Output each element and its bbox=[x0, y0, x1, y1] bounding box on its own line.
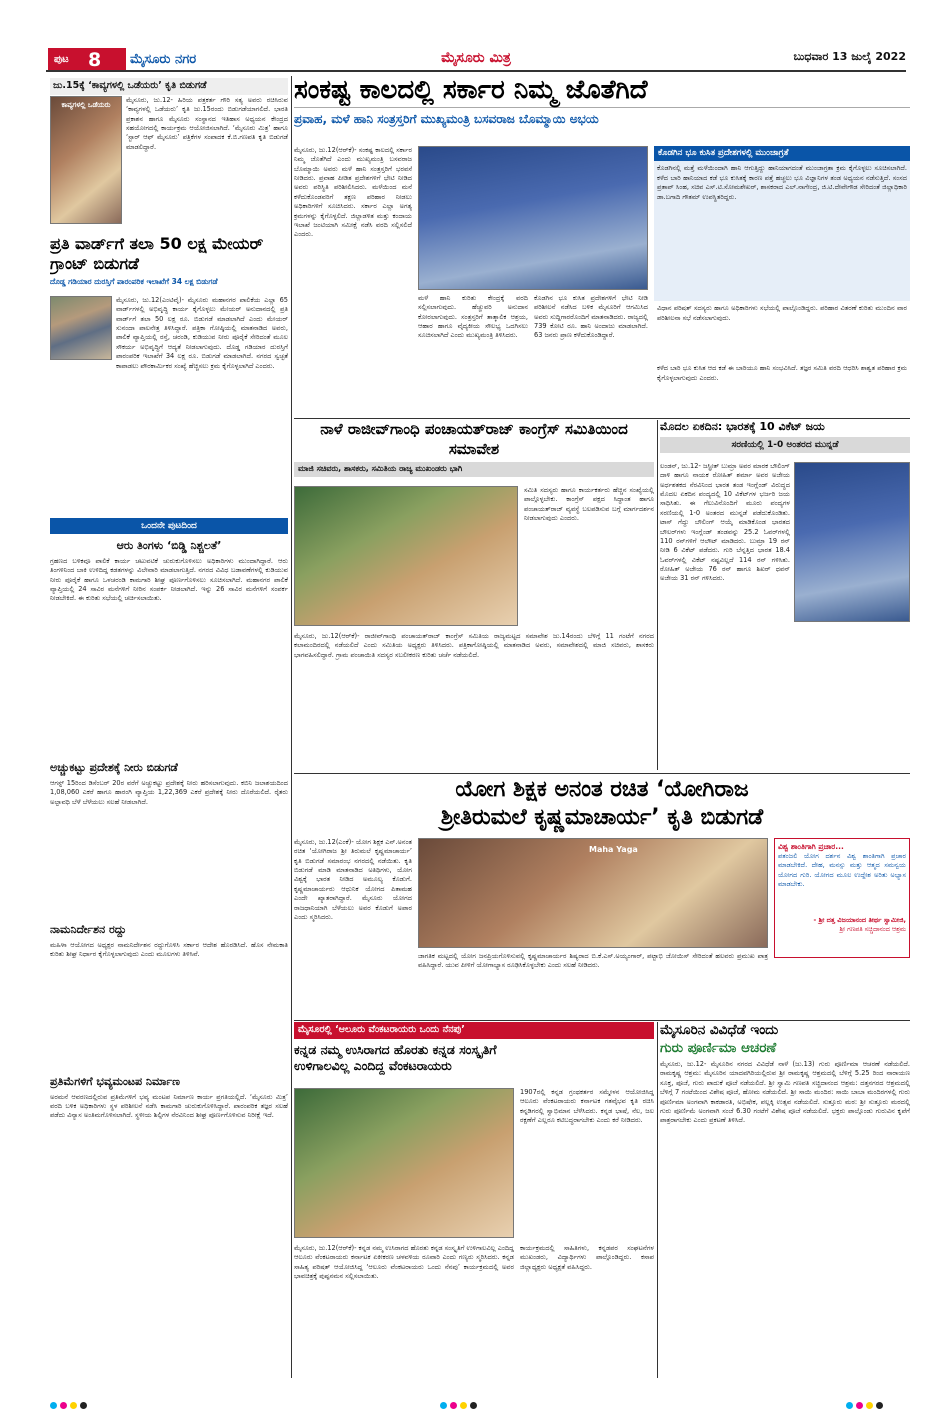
guru-headline-2: ಗುರು ಪೂರ್ಣಿಮಾ ಆಚರಣೆ bbox=[660, 1039, 777, 1056]
story4-headline: ಪ್ರತಿಮೆಗಳಿಗೆ ಭವ್ಯಮಂಟಪ ನಿರ್ಮಾಣ bbox=[50, 1074, 180, 1088]
page-label: ಪುಟ bbox=[54, 54, 69, 65]
congress-subhead: ಮಾಜಿ ಸಚಿವರು, ಶಾಸಕರು, ಸಮಿತಿಯ ರಾಜ್ಯ ಮುಖಂಡರು ಭಾಗಿ bbox=[294, 462, 654, 477]
book-headline: ಜು.15ಕ್ಕೆ ‘ಕಾವ್ಯಗಳಲ್ಲಿ ಒಡೆಯರು’ ಕೃತಿ ಬಿಡುಗಡೆ bbox=[50, 78, 288, 95]
yoga-quote: ಪತಂಜಲಿ ಯೋಗ ದರ್ಶನ ವಿಶ್ವ ಶಾಂತಿಗಾಗಿ ಪ್ರಚಾರ ಮಾಡಬೇಕಿದೆ. ದೇಹ, ಮನಸ್ಸು ಮತ್ತು ಆತ್ಮದ ಸಮನ್ವಯ ಯೋಗದ ಗುರಿ. ಯೋಗದ ಮೂಲ ಉದ್ದೇಶ ಅರಿತು ಅಭ್ಯಾಸ ಮಾಡಬೇಕು. bbox=[778, 852, 906, 889]
yoga-headline-2: ಶ್ರೀತಿರುಮಲೆ ಕೃಷ್ಣಮಾಚಾರ್ಯ’ ಕೃತಿ ಬಿಡುಗಡೆ bbox=[440, 804, 764, 830]
alur-body2: 1907ರಲ್ಲಿ ಕನ್ನಡ ಗ್ರಂಥಕರ್ತರ ಸಮ್ಮೇಳನ ಆಯೋಜಿಸಿದ್ದ ಆಲೂರು ವೆಂಕಟರಾಯರು ಕರ್ನಾಟಕ ಗತವೈಭವ ಕೃತಿ ರಚಿಸಿ ಕನ್ನಡಿಗರಲ್ಲಿ ಸ್ವಾಭಿಮಾನ ಬೆಳೆಸಿದರು. ಕನ್ನಡ ಭಾಷೆ, ನೆಲ, ಜಲ ರಕ್ಷಣೆಗೆ ಎಲ್ಲರೂ ಕಟಿಬದ್ಧರಾಗಬೇಕು ಎಂದು ಕರೆ ನೀಡಿದರು. bbox=[520, 1088, 654, 1125]
alur-body: ಮೈಸೂರು, ಜು.12(ಆರ್‌ಕೆ)- ಕನ್ನಡ ನಮ್ಮ ಉಸಿರಾಗದ ಹೊರತು ಕನ್ನಡ ಸಂಸ್ಕೃತಿಗೆ ಉಳಿಗಾಲವಿಲ್ಲ ಎಂದಿದ್ದ ಆಲೂರು ವೆಂಕಟರಾಯರು ಕರ್ನಾಟಕ ಏಕೀಕರಣ ಚಳವಳಿಯ ರೂವಾರಿ ಎಂದು ಗಣ್ಯರು ಸ್ಮರಿಸಿದರು. ಕನ್ನಡ ಸಾಹಿತ್ಯ ಪರಿಷತ್ ಆಯೋಜಿಸಿದ್ದ ‘ಆಲೂರು ವೆಂಕಟರಾಯರು ಒಂದು ನೆನಪು’ ಕಾರ್ಯಕ್ರಮದಲ್ಲಿ ಅವರ ಭಾವಚಿತ್ರಕ್ಕೆ ಪುಷ್ಪನಮನ ಸಲ್ಲಿಸಲಾಯಿತು. bbox=[294, 1244, 514, 1281]
lead-headline: ಸಂಕಷ್ಟ ಕಾಲದಲ್ಲಿ ಸರ್ಕಾರ ನಿಮ್ಮ ಜೊತೆಗಿದೆ bbox=[294, 76, 910, 108]
continued-section bbox=[50, 518, 288, 1378]
alur-tag: ಮೈಸೂರಲ್ಲಿ ‘ಆಲೂರು ವೆಂಕಟರಾಯರು ಒಂದು ನೆನಪು’ bbox=[294, 1022, 654, 1039]
lead-body-col1: ಮೈಸೂರು, ಜು.12(ಆರ್‌ಕೆ)- ಸಂಕಷ್ಟ ಕಾಲದಲ್ಲಿ ಸರ್ಕಾರ ನಿಮ್ಮ ಜೊತೆಗಿದೆ ಎಂದು ಮುಖ್ಯಮಂತ್ರಿ ಬಸವರಾಜ ಬೊಮ್ಮಾಯಿ ಅವರು ಮಳೆ ಹಾನಿ ಸಂತ್ರಸ್ತರಿಗೆ ಭರವಸೆ ನೀಡಿದರು. ಪ್ರವಾಹ ಪೀಡಿತ ಪ್ರದೇಶಗಳಿಗೆ ಭೇಟಿ ನೀಡಿದ ಅವರು ಪರಿಸ್ಥಿತಿ ಪರಿಶೀಲಿಸಿದರು. ಮಳೆಯಿಂದ ಮನೆ ಕಳೆದುಕೊಂಡವರಿಗೆ ತಕ್ಷಣ ಪರಿಹಾರ ನೀಡಲು ಅಧಿಕಾರಿಗಳಿಗೆ ಸೂಚಿಸಿದರು. ಸರ್ಕಾರ ಎಲ್ಲಾ ಅಗತ್ಯ ಕ್ರಮಗಳನ್ನು ಕೈಗೊಳ್ಳಲಿದೆ. ಜಿಲ್ಲಾಡಳಿತ ಮತ್ತು ಕಂದಾಯ ಇಲಾಖೆ ಜಂಟಿಯಾಗಿ ಸಮೀಕ್ಷೆ ನಡೆಸಿ ವರದಿ ಸಲ್ಲಿಸಲಿದೆ ಎಂದರು. bbox=[294, 146, 412, 239]
column-rule bbox=[294, 1020, 910, 1021]
cricket-subhead: ಸರಣಿಯಲ್ಲಿ 1-0 ಅಂತರದ ಮುನ್ನಡೆ bbox=[660, 437, 910, 453]
alur-body3: ಕಾರ್ಯಕ್ರಮದಲ್ಲಿ ಸಾಹಿತಿಗಳು, ಕನ್ನಡಪರ ಸಂಘಟನೆಗಳ ಮುಖಂಡರು, ವಿದ್ಯಾರ್ಥಿಗಳು ಪಾಲ್ಗೊಂಡಿದ್ದರು. ಕಸಾಪ ಜಿಲ್ಲಾಧ್ಯಕ್ಷರು ಅಧ್ಯಕ್ಷತೆ ವಹಿಸಿದ್ದರು. bbox=[520, 1244, 654, 1271]
alur-story bbox=[294, 1022, 654, 1378]
kodagu-heading: ಕೊಡಗಿನ ಭೂ ಕುಸಿತ ಪ್ರದೇಶಗಳಲ್ಲಿ ಮುಂಜಾಗ್ರತೆ bbox=[654, 146, 910, 161]
column-rule bbox=[657, 1022, 658, 1378]
story2-body: ಆಗಸ್ಟ್ 15ರಿಂದ ಡಿಸೆಂಬರ್ 20ರ ವರೆಗೆ ಅಚ್ಚುಕಟ್ಟು ಪ್ರದೇಶಕ್ಕೆ ನೀರು ಹರಿಸಲಾಗುವುದು. ಕಬಿನಿ ಜಲಾಶಯದಿಂದ 1,08,060 ಎಕರೆ ಹಾಗೂ ಹಾರಂಗಿ ವ್ಯಾಪ್ತಿಯ 1,22,369 ಎಕರೆ ಪ್ರದೇಶಕ್ಕೆ ನೀರು ದೊರೆಯಲಿದೆ. ರೈತರು ಅಲ್ಪಾವಧಿ ಬೆಳೆ ಬೆಳೆಯಲು ಸಲಹೆ ನೀಡಲಾಗಿದೆ. bbox=[50, 778, 288, 806]
book-body: ಮೈಸೂರು, ಜು.12- ಹಿರಿಯ ಪತ್ರಕರ್ತ ಗೌರಿ ಸತ್ಯ ಅವರು ರಚಿಸಿರುವ ‘ಕಾವ್ಯಗಳಲ್ಲಿ ಒಡೆಯರು’ ಕೃತಿ ಜು.15ರಂದು ಬಿಡುಗಡೆಯಾಗಲಿದೆ. ಭಾರತಿ ಪ್ರಕಾಶನ ಹಾಗೂ ಮೈಸೂರು ಸಂಸ್ಥಾನದ ಇತಿಹಾಸ ಅಧ್ಯಯನ ಕೇಂದ್ರದ ಸಹಯೋಗದಲ್ಲಿ ಕಾರ್ಯಕ್ರಮ ಆಯೋಜಿಸಲಾಗಿದೆ. ‘ಮೈಸೂರು ಮಿತ್ರ’ ಹಾಗೂ ‘ಸ್ಟಾರ್ ಆಫ್ ಮೈಸೂರು’ ಪತ್ರಿಕೆಗಳ ಸಂಪಾದಕ ಕೆ.ಬಿ.ಗಣಪತಿ ಕೃತಿ ಬಿಡುಗಡೆ ಮಾಡಲಿದ್ದಾರೆ. bbox=[126, 96, 288, 151]
yoga-story bbox=[294, 776, 910, 1020]
yoga-body2: ಜಾಗತಿಕ ಮಟ್ಟದಲ್ಲಿ ಯೋಗ ಜನಪ್ರಿಯಗೊಳಿಸುವಲ್ಲಿ ಕೃಷ್ಣಮಾಚಾರ್ಯರ ಶಿಷ್ಯರಾದ ಬಿ.ಕೆ.ಎಸ್.ಅಯ್ಯಂಗಾರ್, ಪಟ್ಟಾಭಿ ಜೋಯಿಸ್ ಸೇರಿದಂತೆ ಹಲವರು ಪ್ರಮುಖ ಪಾತ್ರ ವಹಿಸಿದ್ದಾರೆ. ಯುವ ಪೀಳಿಗೆ ಯೋಗಾಭ್ಯಾಸ ರೂಢಿಸಿಕೊಳ್ಳಬೇಕು ಎಂದು ಸಲಹೆ ನೀಡಿದರು. bbox=[418, 952, 768, 970]
yoga-headline-1: ಯೋಗ ಶಿಕ್ಷಕ ಅನಂತ ರಚಿತ ‘ಯೋಗಿರಾಜ bbox=[455, 777, 749, 802]
yoga-body: ಮೈಸೂರು, ಜು.12(ಎಂಕೆ)- ಯೋಗ ಶಿಕ್ಷಕ ಎನ್.ಅನಂತ ರಚಿತ ‘ಯೋಗಿರಾಜ ಶ್ರೀ ತಿರುಮಲೆ ಕೃಷ್ಣಮಾಚಾರ್ಯ’ ಕೃತಿ ಬಿಡುಗಡೆ ಸಮಾರಂಭ ನಗರದಲ್ಲಿ ನಡೆಯಿತು. ಕೃತಿ ಬಿಡುಗಡೆ ಮಾಡಿ ಮಾತನಾಡಿದ ಅತಿಥಿಗಳು, ಯೋಗ ವಿಶ್ವಕ್ಕೆ ಭಾರತ ನೀಡಿದ ಅಮೂಲ್ಯ ಕೊಡುಗೆ. ಕೃಷ್ಣಮಾಚಾರ್ಯರು ಆಧುನಿಕ ಯೋಗದ ಪಿತಾಮಹ ಎಂದೇ ಖ್ಯಾತರಾಗಿದ್ದಾರೆ. ಮೈಸೂರು ಯೋಗದ ರಾಜಧಾನಿಯಾಗಿ ಬೆಳೆಯಲು ಅವರ ಕೊಡುಗೆ ಅಪಾರ ಎಂದು ಸ್ಮರಿಸಿದರು. bbox=[294, 838, 412, 921]
story2-headline: ಅಚ್ಚುಕಟ್ಟು ಪ್ರದೇಶಕ್ಕೆ ನೀರು ಬಿಡುಗಡೆ bbox=[50, 760, 178, 774]
yoga-quote-org: ಶ್ರೀ ಗಣಪತಿ ಸಚ್ಚಿದಾನಂದ ಆಶ್ರಮ bbox=[839, 925, 906, 934]
kodagu-body2: ವಿಧಾನ ಪರಿಷತ್ ಸದಸ್ಯರು ಹಾಗೂ ಅಧಿಕಾರಿಗಳು ಸಭೆಯಲ್ಲಿ ಪಾಲ್ಗೊಂಡಿದ್ದರು. ಪರಿಹಾರ ವಿತರಣೆ ಕುರಿತು ಮುಂದಿನ ವಾರ ಪರಿಶೀಲನಾ ಸಭೆ ನಡೆಸಲಾಗುವುದು. bbox=[657, 304, 907, 322]
kodagu-box bbox=[654, 146, 910, 416]
congress-body: ಮೈಸೂರು, ಜು.12(ಆರ್‌ಕೆ)- ರಾಜೀವ್‌ಗಾಂಧಿ ಪಂಚಾಯತ್‌ರಾಜ್ ಕಾಂಗ್ರೆಸ್ ಸಮಿತಿಯ ರಾಜ್ಯಮಟ್ಟದ ಸಮಾವೇಶ ಜು.14ರಂದು ಬೆಳಿಗ್ಗೆ 11 ಗಂಟೆಗೆ ನಗರದ ಕಲಾಮಂದಿರದಲ್ಲಿ ನಡೆಯಲಿದೆ ಎಂದು ಸಮಿತಿಯ ಅಧ್ಯಕ್ಷರು ತಿಳಿಸಿದರು. ಪತ್ರಿಕಾಗೋಷ್ಠಿಯಲ್ಲಿ ಮಾತನಾಡಿದ ಅವರು, ಸಮಾವೇಶದಲ್ಲಿ ಮಾಜಿ ಸಚಿವರು, ಶಾಸಕರು ಭಾಗವಹಿಸಲಿದ್ದಾರೆ. ಗ್ರಾಮ ಪಂಚಾಯಿತಿ ಸದಸ್ಯರ ಸಬಲೀಕರಣ ಕುರಿತು ಚರ್ಚೆ ನಡೆಯಲಿದೆ. bbox=[294, 632, 654, 659]
lead-subhead: ಪ್ರವಾಹ, ಮಳೆ ಹಾನಿ ಸಂತ್ರಸ್ತರಿಗೆ ಮುಖ್ಯಮಂತ್ರಿ ಬಸವರಾಜ ಬೊಮ್ಮಾಯಿ ಅಭಯ bbox=[294, 111, 599, 126]
story1-headline: ಆರು ತಿಂಗಳು ‘ಬಿಡ್ಡಿ ನಿಶ್ಚಲತೆ’ bbox=[116, 539, 222, 553]
yoga-quote-heading: ವಿಶ್ವ ಶಾಂತಿಗಾಗಿ ಪ್ರಚಾರ... bbox=[778, 842, 844, 851]
lead-story bbox=[294, 76, 910, 416]
cricket-photo bbox=[794, 462, 910, 622]
ward-body: ಮೈಸೂರು, ಜು.12(ಎಂಟಿವೈ)- ಮೈಸೂರು ಮಹಾನಗರ ಪಾಲಿಕೆಯ ಎಲ್ಲಾ 65 ವಾರ್ಡ್‌ಗಳಲ್ಲಿ ಅಭಿವೃದ್ಧಿ ಕಾರ್ಯ ಕೈಗೊಳ್ಳಲು ಮೇಯರ್ ಅನುದಾನದಲ್ಲಿ ಪ್ರತಿ ವಾರ್ಡ್‌ಗೆ ತಲಾ 50 ಲಕ್ಷ ರೂ. ಬಿಡುಗಡೆ ಮಾಡಲಾಗಿದೆ ಎಂದು ಮೇಯರ್ ಸುನಂದಾ ಪಾಲನೇತ್ರ ತಿಳಿಸಿದ್ದಾರೆ. ಪತ್ರಿಕಾ ಗೋಷ್ಠಿಯಲ್ಲಿ ಮಾತನಾಡಿದ ಅವರು, ಪಾಲಿಕೆ ವ್ಯಾಪ್ತಿಯಲ್ಲಿ ರಸ್ತೆ, ಚರಂಡಿ, ಕುಡಿಯುವ ನೀರು ಪೂರೈಕೆ ಸೇರಿದಂತೆ ಮೂಲ ಸೌಕರ್ಯ ಅಭಿವೃದ್ಧಿಗೆ ಆದ್ಯತೆ ನೀಡಲಾಗುವುದು. ದೊಡ್ಡ ಗಡಿಯಾರ ದುರಸ್ತಿಗೆ ಪಾರಂಪರಿಕ ಇಲಾಖೆಗೆ 34 ಲಕ್ಷ ರೂ. ಬಿಡುಗಡೆ ಮಾಡಲಾಗಿದೆ. ನಗರದ ಸ್ವಚ್ಛತೆ ಕಾಪಾಡಲು ಪೌರಕಾರ್ಮಿಕರ ಸಂಖ್ಯೆ ಹೆಚ್ಚಿಸಲು ಕ್ರಮ ಕೈಗೊಳ್ಳಲಾಗಿದೆ ಎಂದರು. bbox=[116, 296, 288, 370]
yoga-quote-box bbox=[774, 838, 910, 958]
page-number-box bbox=[48, 48, 126, 70]
story3-body: ಮಹಿಳಾ ಆಯೋಗದ ಅಧ್ಯಕ್ಷರ ನಾಮನಿರ್ದೇಶನ ರದ್ದುಗೊಳಿಸಿ ಸರ್ಕಾರ ಆದೇಶ ಹೊರಡಿಸಿದೆ. ಹೊಸ ನೇಮಕಾತಿ ಕುರಿತು ಶೀಘ್ರ ನಿರ್ಧಾರ ಕೈಗೊಳ್ಳಲಾಗುವುದು ಎಂದು ಮೂಲಗಳು ತಿಳಿಸಿವೆ. bbox=[50, 940, 288, 959]
cricket-headline: ಮೊದಲ ಏಕದಿನ: ಭಾರತಕ್ಕೆ 10 ವಿಕೆಟ್ ಜಯ bbox=[660, 420, 825, 433]
story4-body: ಅರಮನೆ ಆವರಣದಲ್ಲಿರುವ ಪ್ರತಿಮೆಗಳಿಗೆ ಭವ್ಯ ಮಂಟಪ ನಿರ್ಮಾಣ ಕಾರ್ಯ ಪ್ರಗತಿಯಲ್ಲಿದೆ. ‘ಮೈಸೂರು ಮಿತ್ರ’ ವರದಿ ಬಳಿಕ ಅಧಿಕಾರಿಗಳು ಸ್ಥಳ ಪರಿಶೀಲನೆ ನಡೆಸಿ ಕಾಮಗಾರಿ ಚುರುಕುಗೊಳಿಸಿದ್ದಾರೆ. ಪಾರಂಪರಿಕ ತಜ್ಞರ ಸಲಹೆ ಪಡೆದು ವಿನ್ಯಾಸ ಅಂತಿಮಗೊಳಿಸಲಾಗಿದೆ. ಸ್ಥಳೀಯ ಶಿಲ್ಪಿಗಳ ನೆರವಿನಿಂದ ಶೀಘ್ರ ಪೂರ್ಣಗೊಳಿಸುವ ನಿರೀಕ್ಷೆ ಇದೆ. bbox=[50, 1092, 288, 1120]
book-story bbox=[50, 78, 288, 228]
continued-heading: ಒಂದನೇ ಪುಟದಿಂದ bbox=[50, 518, 288, 534]
congress-headline: ನಾಳೆ ರಾಜೀವ್‌ಗಾಂಧಿ ಪಂಚಾಯತ್‌ರಾಜ್ ಕಾಂಗ್ರೆಸ್ ಸಮಿತಿಯಿಂದ ಸಮಾವೇಶ bbox=[320, 420, 628, 458]
yoga-photo bbox=[418, 838, 768, 948]
section-name: ಮೈಸೂರು ನಗರ bbox=[130, 52, 197, 67]
registration-marks-right bbox=[846, 1402, 926, 1412]
ward-headline: ಪ್ರತಿ ವಾರ್ಡ್‌ಗೆ ತಲಾ 50 ಲಕ್ಷ ಮೇಯರ್ ಗ್ರಾಂಟ್ ಬಿಡುಗಡೆ bbox=[50, 234, 264, 273]
lead-photo bbox=[418, 146, 648, 290]
lead-body-col2: ಮಳೆ ಹಾನಿ ಕುರಿತು ಕೇಂದ್ರಕ್ಕೆ ವರದಿ ಸಲ್ಲಿಸಲಾಗುವುದು. ಹೆಚ್ಚುವರಿ ಅನುದಾನ ಕೋರಲಾಗುವುದು. ಸಂತ್ರಸ್ತರಿಗೆ ತಾತ್ಕಾಲಿಕ ಆಶ್ರಯ, ಆಹಾರ ಹಾಗೂ ವೈದ್ಯಕೀಯ ಸೌಲಭ್ಯ ಒದಗಿಸಲು ಸೂಚಿಸಲಾಗಿದೆ ಎಂದು ಮುಖ್ಯಮಂತ್ರಿ ತಿಳಿಸಿದರು. bbox=[418, 294, 528, 340]
page-number: 8 bbox=[88, 49, 102, 70]
page-header bbox=[46, 46, 906, 72]
alur-photo bbox=[294, 1088, 514, 1238]
yoga-quote-author: - ಶ್ರೀ ದತ್ತ ವಿಜಯಾನಂದ ತೀರ್ಥ ಸ್ವಾಮೀಜಿ, bbox=[813, 916, 906, 925]
congress-body2: ಸಮಿತಿ ಸದಸ್ಯರು ಹಾಗೂ ಕಾರ್ಯಕರ್ತರು ಹೆಚ್ಚಿನ ಸಂಖ್ಯೆಯಲ್ಲಿ ಪಾಲ್ಗೊಳ್ಳಬೇಕು. ಕಾಂಗ್ರೆಸ್ ಪಕ್ಷದ ಸಿದ್ಧಾಂತ ಹಾಗೂ ಪಂಚಾಯತ್‌ರಾಜ್ ವ್ಯವಸ್ಥೆ ಬಲಪಡಿಸುವ ಬಗ್ಗೆ ಮಾರ್ಗದರ್ಶನ ನೀಡಲಾಗುವುದು ಎಂದರು. bbox=[524, 486, 654, 523]
column-rule bbox=[294, 418, 910, 419]
mayor-photo bbox=[50, 296, 112, 360]
kodagu-body: ಕೊಡಗಿನಲ್ಲಿ ಮತ್ತೆ ಮಳೆಯಿಂದಾಗಿ ಹಾನಿ ಆಗುತ್ತಿದ್ದು ಹಾನಿಯಾಗದಂತೆ ಮುಂಜಾಗ್ರತಾ ಕ್ರಮ ಕೈಗೊಳ್ಳಲು ಸೂಚಿಸಲಾಗಿದೆ. ಕಳೆದ ಬಾರಿ ಹಾನಿಯಾದ ಕಡೆ ಭೂ ಕುಸಿತಕ್ಕೆ ಕಾರಣ ಪತ್ತೆ ಹಚ್ಚಲು ಭೂ ವಿಜ್ಞಾನಿಗಳ ತಂಡ ಅಧ್ಯಯನ ನಡೆಸುತ್ತಿದೆ. ಸಂಸದ ಪ್ರತಾಪ್ ಸಿಂಹ, ಸಚಿವ ಎಸ್.ಟಿ.ಸೋಮಶೇಖರ್, ಶಾಸಕರಾದ ಎಲ್.ನಾಗೇಂದ್ರ, ಜಿ.ಟಿ.ದೇವೇಗೌಡ ಸೇರಿದಂತೆ ಜಿಲ್ಲಾಧಿಕಾರಿ ಡಾ.ಬಗಾದಿ ಗೌತಮ್ ಉಪಸ್ಥಿತರಿದ್ದರು. bbox=[654, 161, 910, 301]
registration-marks-center bbox=[440, 1402, 520, 1412]
congress-story bbox=[294, 420, 654, 770]
cricket-story bbox=[660, 420, 910, 770]
guru-story bbox=[660, 1022, 910, 1378]
story3-headline: ನಾಮನಿರ್ದೇಶನ ರದ್ದು bbox=[50, 922, 127, 936]
cricket-body: ಲಂಡನ್, ಜು.12- ಜಸ್ಪ್ರೀತ್ ಬುಮ್ರಾ ಅವರ ಮಾರಕ ಬೌಲಿಂಗ್ ದಾಳಿ ಹಾಗೂ ನಾಯಕ ರೋಹಿತ್ ಶರ್ಮಾ ಅವರ ಅಜೇಯ ಅರ್ಧಶತಕದ ನೆರವಿನಿಂದ ಭಾರತ ತಂಡ ಇಂಗ್ಲೆಂಡ್ ವಿರುದ್ಧದ ಮೊದಲ ಏಕದಿನ ಪಂದ್ಯದಲ್ಲಿ 10 ವಿಕೆಟ್‌ಗಳ ಭರ್ಜರಿ ಜಯ ಸಾಧಿಸಿತು. ಈ ಗೆಲುವಿನೊಂದಿಗೆ ಮೂರು ಪಂದ್ಯಗಳ ಸರಣಿಯಲ್ಲಿ 1-0 ಅಂತರದ ಮುನ್ನಡೆ ಪಡೆದುಕೊಂಡಿತು. ಟಾಸ್ ಗೆದ್ದು ಬೌಲಿಂಗ್ ಆಯ್ಕೆ ಮಾಡಿಕೊಂಡ ಭಾರತದ ಬೌಲರ್‌ಗಳು ಇಂಗ್ಲೆಂಡ್ ತಂಡವನ್ನು 25.2 ಓವರ್‌ಗಳಲ್ಲಿ 110 ರನ್‌ಗಳಿಗೆ ಆಲೌಟ್ ಮಾಡಿದರು. ಬುಮ್ರಾ 19 ರನ್ ನೀಡಿ 6 ವಿಕೆಟ್ ಪಡೆದರು. ಗುರಿ ಬೆನ್ನತ್ತಿದ ಭಾರತ 18.4 ಓವರ್‌ಗಳಲ್ಲಿ ವಿಕೆಟ್ ನಷ್ಟವಿಲ್ಲದೆ 114 ರನ್ ಗಳಿಸಿತು. ರೋಹಿತ್ ಅಜೇಯ 76 ರನ್ ಹಾಗೂ ಶಿಖರ್ ಧವನ್ ಅಜೇಯ 31 ರನ್ ಗಳಿಸಿದರು. bbox=[660, 462, 790, 583]
masthead: ಮೈಸೂರು ಮಿತ್ರ bbox=[441, 50, 511, 66]
story1-body: ಗ್ರಹಣದ ಬಳಿಕವೂ ಪಾಲಿಕೆ ಕಾರ್ಯ ಚಟುವಟಿಕೆ ಚುರುಕುಗೊಳಿಸಲು ಅಧಿಕಾರಿಗಳು ಮುಂದಾಗಿದ್ದಾರೆ. ಆರು ತಿಂಗಳಿನಿಂದ ಬಾಕಿ ಉಳಿದಿದ್ದ ಕಡತಗಳನ್ನು ವಿಲೇವಾರಿ ಮಾಡಲಾಗುತ್ತಿದೆ. ನಗರದ ವಿವಿಧ ಬಡಾವಣೆಗಳಲ್ಲಿ ಕುಡಿಯುವ ನೀರು ಪೂರೈಕೆ ಹಾಗೂ ಒಳಚರಂಡಿ ಕಾಮಗಾರಿ ಶೀಘ್ರ ಪೂರ್ಣಗೊಳಿಸಲು ಸೂಚಿಸಲಾಗಿದೆ. ಮಹಾನಗರ ಪಾಲಿಕೆ ವ್ಯಾಪ್ತಿಯಲ್ಲಿ 24 ಸಾವಿರ ಮನೆಗಳಿಗೆ ನೀರಿನ ಸಂಪರ್ಕ ನೀಡಲಾಗಿದೆ. ಇನ್ನು 26 ಸಾವಿರ ಮನೆಗಳಿಗೆ ಸಂಪರ್ಕ ನೀಡಬೇಕಿದೆ. ಈ ಕುರಿತು ಸಭೆಯಲ್ಲಿ ಚರ್ಚಿಸಲಾಯಿತು. bbox=[50, 556, 288, 603]
registration-marks-left bbox=[50, 1402, 130, 1412]
date: ಬುಧವಾರ 13 ಜುಲೈ 2022 bbox=[793, 50, 906, 63]
alur-headline-1: ಕನ್ನಡ ನಮ್ಮ ಉಸಿರಾಗದ ಹೊರತು ಕನ್ನಡ ಸಂಸ್ಕೃತಿಗೆ bbox=[294, 1041, 497, 1057]
yoga-photo-banner: Maha Yaga bbox=[589, 845, 638, 854]
congress-photo bbox=[294, 486, 518, 626]
lead-body-col3: ಕೊಡಗಿನ ಭೂ ಕುಸಿತ ಪ್ರದೇಶಗಳಿಗೆ ಭೇಟಿ ನೀಡಿ ಪರಿಶೀಲನೆ ನಡೆಸಿದ ಬಳಿಕ ಮೈಸೂರಿಗೆ ಆಗಮಿಸಿದ ಅವರು ಸುದ್ದಿಗಾರರೊಂದಿಗೆ ಮಾತನಾಡಿದರು. ರಾಜ್ಯದಲ್ಲಿ 739 ಕೋಟಿ ರೂ. ಹಾನಿ ಅಂದಾಜು ಮಾಡಲಾಗಿದೆ. 63 ಜನರು ಪ್ರಾಣ ಕಳೆದುಕೊಂಡಿದ್ದಾರೆ. bbox=[534, 294, 648, 340]
guru-headline-1: ಮೈಸೂರಿನ ವಿವಿಧೆಡೆ ಇಂದು bbox=[660, 1022, 779, 1038]
column-rule bbox=[294, 773, 910, 774]
ward-story bbox=[50, 234, 288, 514]
column-rule bbox=[657, 420, 658, 770]
guru-body: ಮೈಸೂರು, ಜು.12- ಮೈಸೂರಿನ ನಗರದ ವಿವಿಧೆಡೆ ನಾಳೆ (ಜು.13) ಗುರು ಪೂರ್ಣಿಮಾ ಆಚರಣೆ ನಡೆಯಲಿದೆ. ರಾಮಕೃಷ್ಣ ಆಶ್ರಮ: ಮೈಸೂರಿನ ಯಾದವಗಿರಿಯಲ್ಲಿರುವ ಶ್ರೀ ರಾಮಕೃಷ್ಣ ಆಶ್ರಮದಲ್ಲಿ ಬೆಳಿಗ್ಗೆ 5.25 ರಿಂದ ನಾರಾಯಣ ಸೂಕ್ತ, ಪೂಜೆ, ಗುರು ಪಾದುಕೆ ಪೂಜೆ ನಡೆಯಲಿದೆ. ಶ್ರೀ ಸ್ವಾಮಿ ಗಣಪತಿ ಸಚ್ಚಿದಾನಂದ ಆಶ್ರಮ: ದತ್ತನಗರದ ಆಶ್ರಮದಲ್ಲಿ ಬೆಳಿಗ್ಗೆ 7 ಗಂಟೆಯಿಂದ ವಿಶೇಷ ಪೂಜೆ, ಹೋಮ ನಡೆಯಲಿದೆ. ಶ್ರೀ ಸಾಯಿ ಮಂದಿರ: ಸಾಯಿ ಬಾಬಾ ಮಂದಿರಗಳಲ್ಲಿ ಗುರು ಪೂರ್ಣಿಮಾ ಅಂಗವಾಗಿ ಕಾಕಡಾರತಿ, ಅಭಿಷೇಕ, ಪಲ್ಲಕ್ಕಿ ಉತ್ಸವ ನಡೆಯಲಿದೆ. ಸುತ್ತೂರು ಮಠ: ಶ್ರೀ ಸುತ್ತೂರು ಮಠದಲ್ಲಿ ಗುರು ಪೂರ್ಣಿಮೆ ಅಂಗವಾಗಿ ಸಂಜೆ 6.30 ಗಂಟೆಗೆ ವಿಶೇಷ ಪೂಜೆ ನಡೆಯಲಿದೆ. ಭಕ್ತರು ಪಾಲ್ಗೊಂಡು ಗುರುವಿನ ಕೃಪೆಗೆ ಪಾತ್ರರಾಗಬೇಕು ಎಂದು ಪ್ರಕಟಣೆ ತಿಳಿಸಿದೆ. bbox=[660, 1060, 910, 1125]
book-cover-title: ಕಾವ್ಯಗಳಲ್ಲಿ ಒಡೆಯರು bbox=[61, 101, 111, 109]
ward-subhead: ದೊಡ್ಡ ಗಡಿಯಾರ ದುರಸ್ತಿಗೆ ಪಾರಂಪರಿಕ ಇಲಾಖೆಗೆ 34 ಲಕ್ಷ ಬಿಡುಗಡೆ bbox=[50, 277, 218, 286]
lead-body-col4: ಕಳೆದ ಬಾರಿ ಭೂ ಕುಸಿತ ಆದ ಕಡೆ ಈ ಬಾರಿಯೂ ಹಾನಿ ಸಂಭವಿಸಿದೆ. ತಜ್ಞರ ಸಮಿತಿ ವರದಿ ಆಧರಿಸಿ ಶಾಶ್ವತ ಪರಿಹಾರ ಕ್ರಮ ಕೈಗೊಳ್ಳಲಾಗುವುದು ಎಂದರು. bbox=[657, 364, 907, 382]
book-cover-image bbox=[50, 96, 122, 224]
alur-headline-2: ಉಳಿಗಾಲವಿಲ್ಲ ಎಂದಿದ್ದ ವೆಂಕಟರಾಯರು bbox=[294, 1058, 452, 1074]
column-rule bbox=[291, 76, 292, 1378]
